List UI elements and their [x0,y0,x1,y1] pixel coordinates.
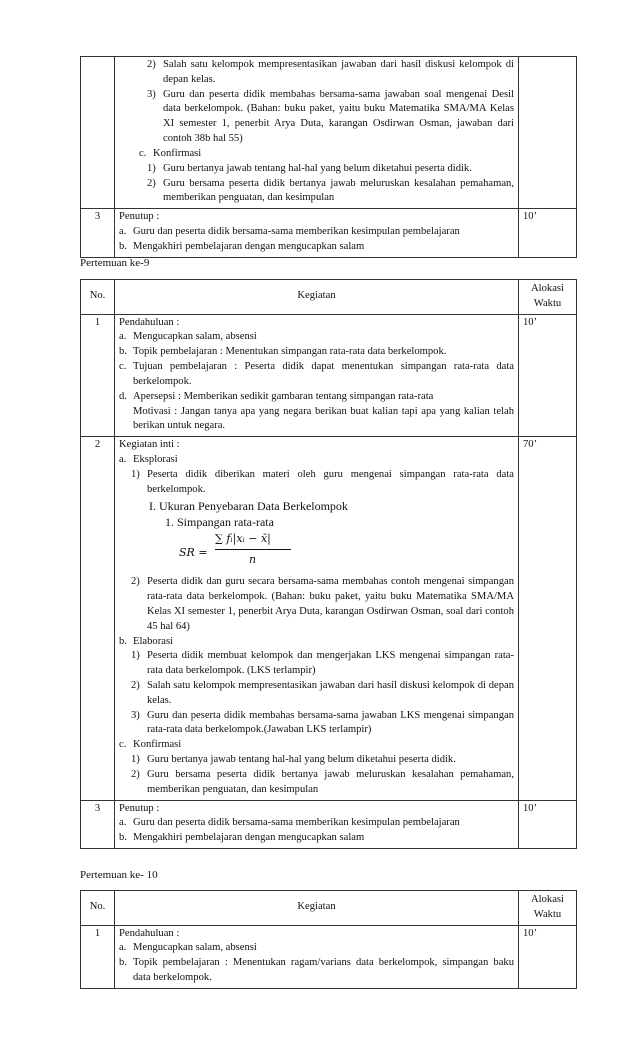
col-header-alokasi: Alokasi Waktu [519,891,577,926]
list-item: 3) Guru dan peserta didik membahas bersama-sama jawaban LKS mengenai simpangan rata-rata data berkelompok.(Jawaban LKS terlampir) [131,709,514,736]
table-row [81,57,577,209]
alokasi-cell: 10’ [519,209,577,257]
motivasi-text: Motivasi : Jangan tanya apa yang negara berikan buat kalian tapi apa yang kalian telah berikan untuk negara. [133,405,514,432]
material-subheading: 1. Simpangan rata-rata [165,515,274,530]
list-item: 1) Peserta didik membuat kelompok dan mengerjakan LKS mengenai simpangan rata-rata data berkelompok. (LKS terlampir) [131,650,514,677]
list-item: 2) Guru bersama peserta didik bertanya jawab meluruskan kesalahan pemahaman, memberikan penguatan, dan kesimpulan [147,177,514,204]
kegiatan-cell [115,209,519,257]
no-cell: 1 [81,925,115,988]
formula-numerator: ∑ fᵢ|xᵢ − x̄| [215,532,271,546]
col-header-no: No. [81,891,115,926]
kegiatan-cell [115,437,519,800]
row-title: Pendahuluan : [119,927,180,939]
col-header-no: No. [81,280,115,315]
continuation-table [80,56,577,258]
list-item: 2) Guru bersama peserta didik bertanya jawab meluruskan kesalahan pemahaman, memberikan penguatan, dan kesimpulan [131,768,514,795]
section-heading: Pertemuan ke-9 [80,257,150,269]
table-row [81,925,577,988]
sr-formula [119,531,514,575]
formula-denominator: n [249,553,257,567]
kegiatan-cell [115,800,519,848]
list-item: 2) Peserta didik dan guru secara bersama-sama membahas contoh mengenai simpangan rata-rata data berkelompok. (Bahan: buku paket, yaitu buku Matematika SMA/MA Kelas XI semester 1, penerbit Arya Duta, karangan Osdirwan Osman, soal dari contoh 45 hal 64) [131,576,514,632]
list-item: 2) Salah satu kelompok mempresentasikan jawaban dari hasil diskusi kelompok di depan kelas. [147,59,514,85]
alokasi-cell: 10’ [519,925,577,988]
list-item: 1) Guru bertanya jawab tentang hal-hal yang belum diketahui peserta didik. [147,162,472,174]
section-heading: Pertemuan ke- 10 [80,869,158,881]
kegiatan-cell [115,57,519,209]
list-item: 3) Guru dan peserta didik membahas bersama-sama jawaban soal mengenai Desil data berkelompok. (Bahan: buku paket, yaitu buku Matematika SMA/MA Kelas XI semester 1, penerbit Arya Duta, karangan Osdirwan Osman, jawaban dari contoh 38b hal 55) [147,88,514,145]
alokasi-cell: 70’ [519,437,577,800]
row-title: Penutup : [119,211,160,223]
list-item: 1) Peserta didik diberikan materi oleh guru mengenai simpangan rata-rata data berkelompok. [131,468,514,495]
list-item: a. Guru dan peserta didik bersama-sama memberikan kesimpulan pembelajaran [119,817,460,829]
material-heading: I. Ukuran Penyebaran Data Berkelompok [149,498,348,513]
formula-lhs: SR = [179,546,208,560]
list-item: a. Mengucapkan salam, absensi [119,331,257,343]
list-item: b. Topik pembelajaran : Menentukan ragam/varians data berkelompok, simpangan baku data berkelompok. [119,957,514,984]
table-row [81,800,577,848]
list-item: a. Mengucapkan salam, absensi [119,942,257,954]
list-item: c. Tujuan pembelajaran : Peserta didik dapat menentukan simpangan rata-rata data berkelompok. [119,361,514,387]
alokasi-cell: 10’ [519,314,577,437]
row-title: Kegiatan inti : [119,439,180,451]
table-header-row [81,891,577,926]
col-header-alokasi: Alokasi Waktu [519,280,577,315]
col-header-kegiatan: Kegiatan [115,280,519,315]
fraction-bar [215,549,291,550]
list-item: c. Konfirmasi [139,147,202,159]
alokasi-cell: 10’ [519,800,577,848]
col-header-kegiatan: Kegiatan [115,891,519,926]
no-cell: 3 [81,800,115,848]
list-item: b. Mengakhiri pembelajaran dengan mengucapkan salam [119,832,365,844]
list-item: c. Konfirmasi [119,739,182,751]
list-item: b. Elaborasi [119,635,174,647]
no-cell [81,57,115,209]
row-title: Pendahuluan : [119,316,180,328]
list-item: a. Eksplorasi [119,454,178,466]
table-row [81,314,577,437]
row-title: Penutup : [119,802,160,814]
list-item: 2) Salah satu kelompok mempresentasikan jawaban dari hasil diskusi kelompok di depan kelas. [131,679,514,706]
table-row [81,437,577,800]
list-item: b. Topik pembelajaran : Menentukan simpangan rata-rata data berkelompok. [119,346,447,358]
kegiatan-cell [115,925,519,988]
list-item: 1) Guru bertanya jawab tentang hal-hal yang belum diketahui peserta didik. [131,754,456,766]
alokasi-cell [519,57,577,209]
no-cell: 3 [81,209,115,257]
table-header-row [81,280,577,315]
no-cell: 2 [81,437,115,800]
list-item: a. Guru dan peserta didik bersama-sama memberikan kesimpulan pembelajaran [119,226,460,238]
table-row [81,209,577,257]
meeting-9-table [80,279,577,849]
kegiatan-cell [115,314,519,437]
list-item: d. Apersepsi : Memberikan sedikit gambaran tentang simpangan rata-rata [119,390,434,402]
list-item: b. Mengakhiri pembelajaran dengan mengucapkan salam [119,240,365,252]
no-cell: 1 [81,314,115,437]
meeting-10-table [80,890,577,989]
